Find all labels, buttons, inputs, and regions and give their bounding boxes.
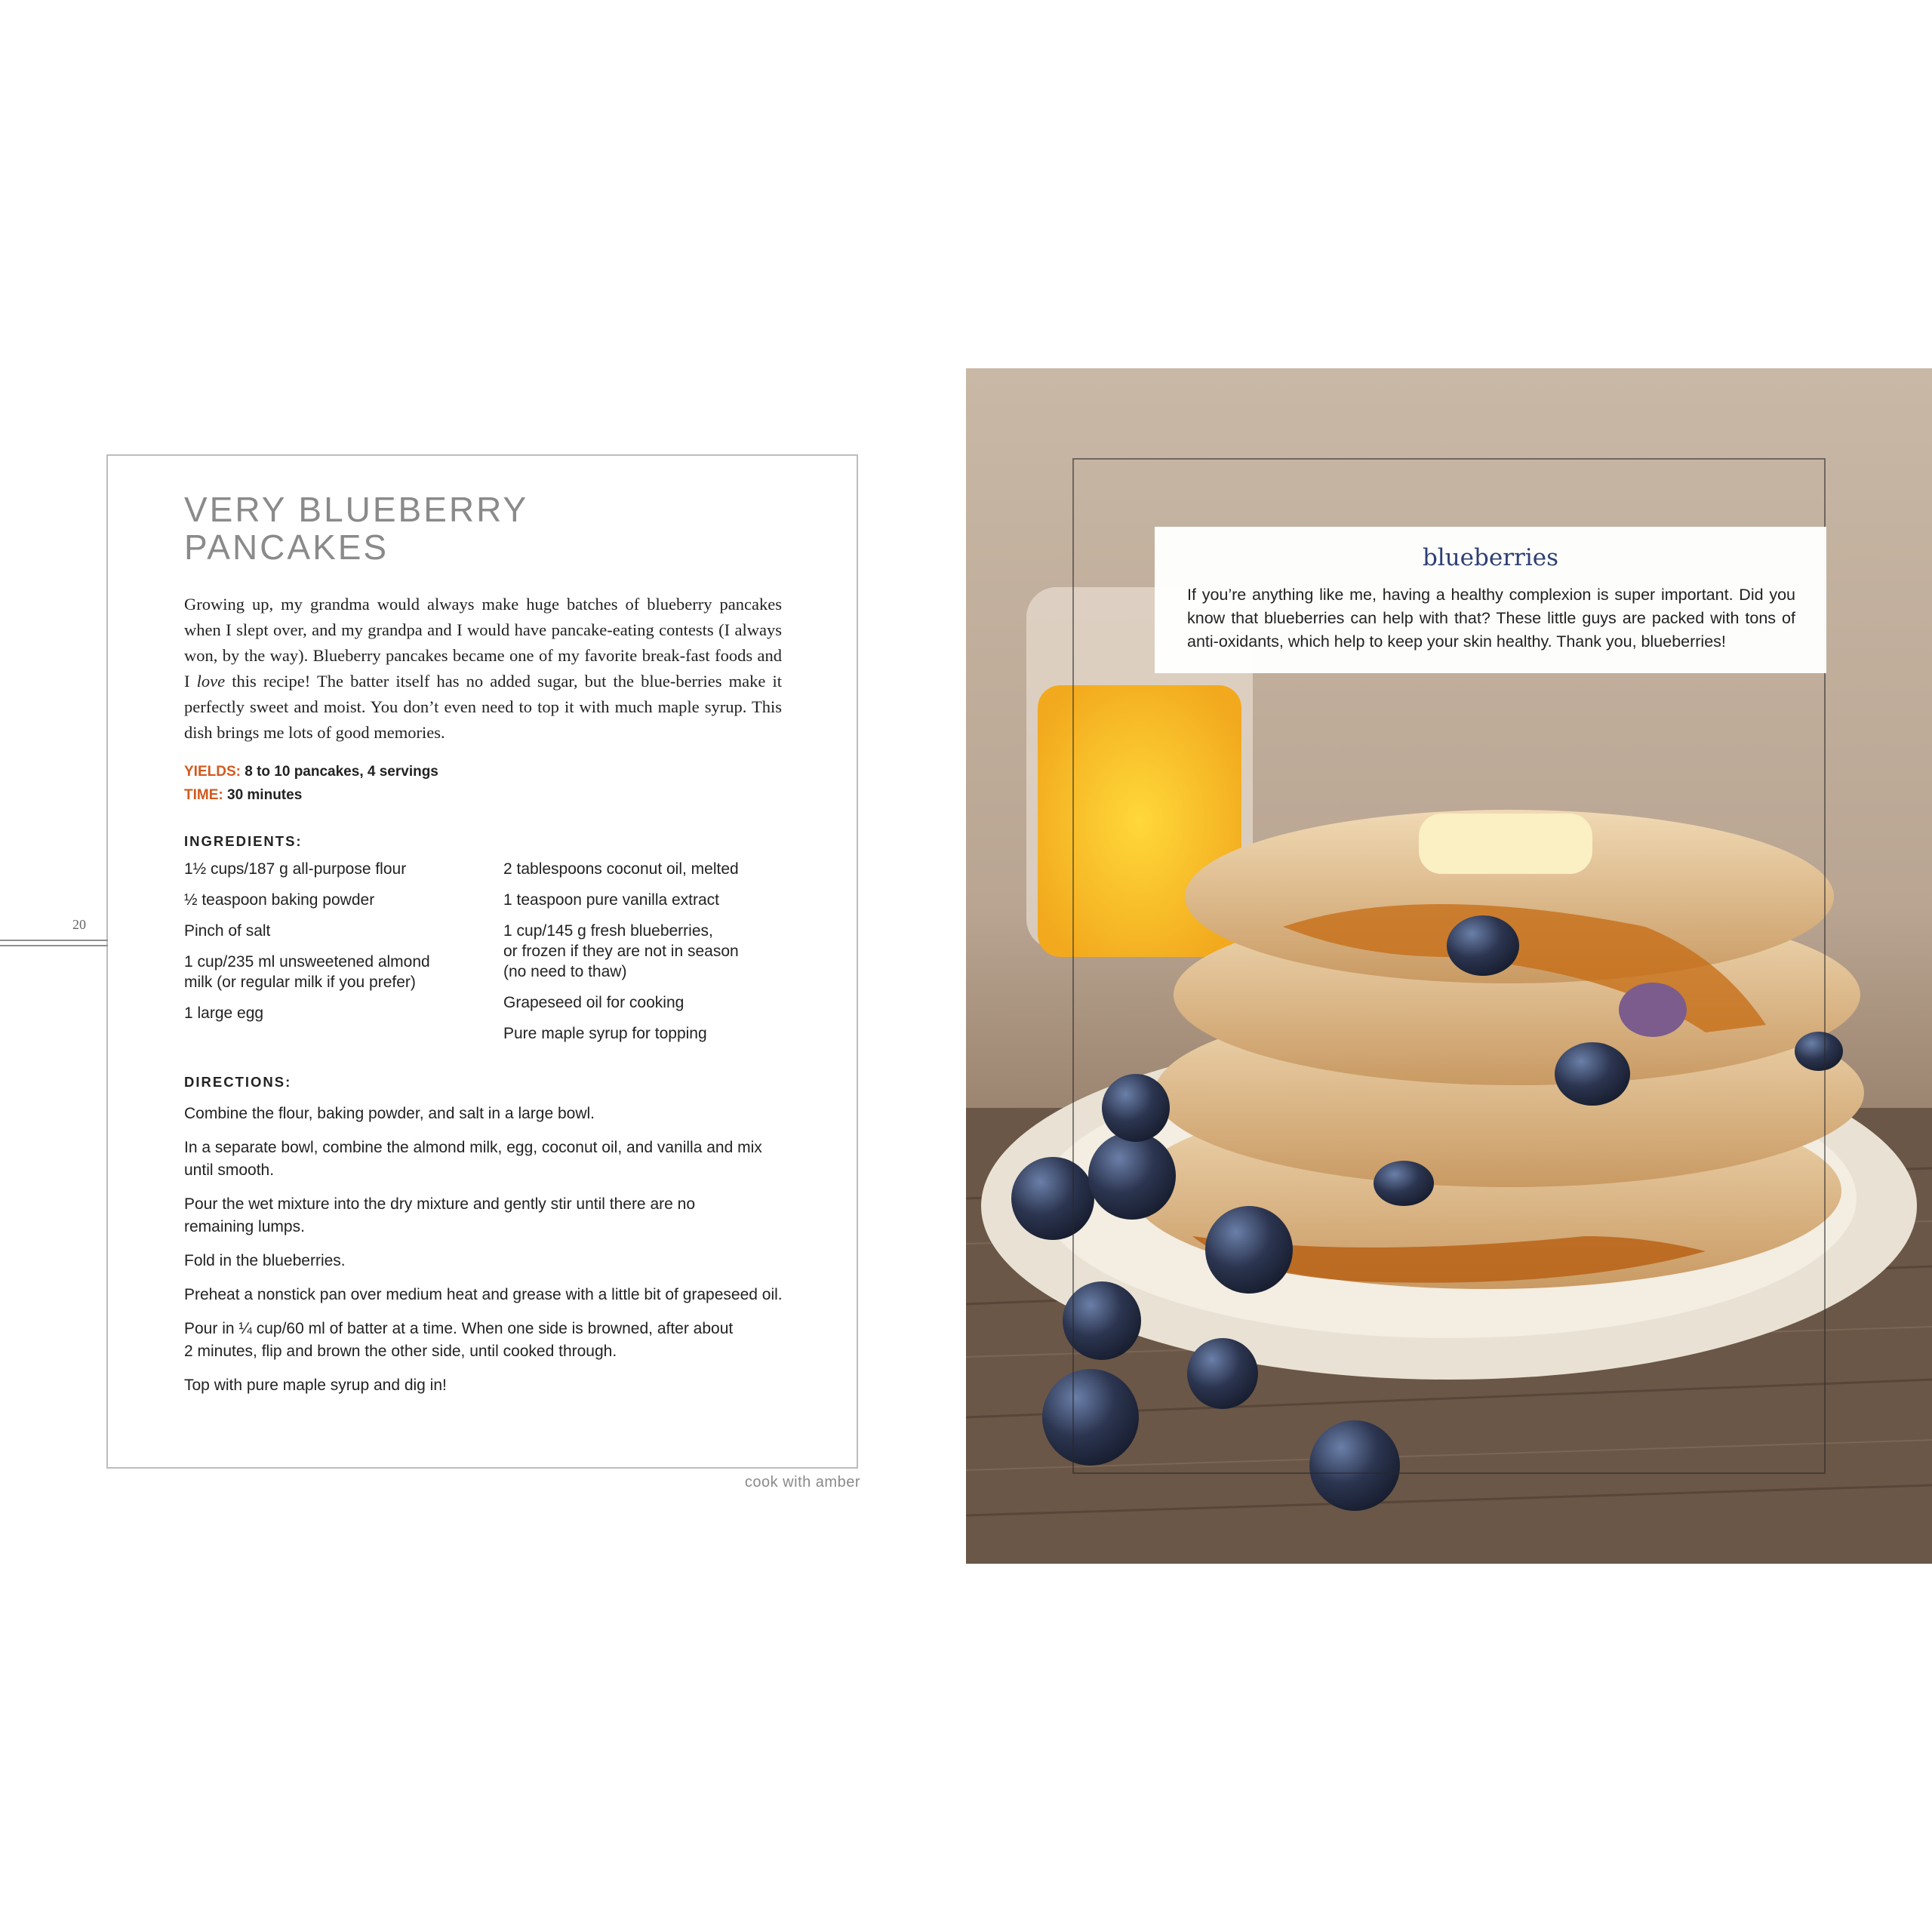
ingredient-item: 1 large egg — [184, 1004, 264, 1022]
callout-body: If you’re anything like me, having a healthy complexion is super important. Did you know that blueberries can help with that? These little guys are packed with tons of anti-oxidants, which help to keep your skin healthy. Thank you, blueberries! — [1187, 586, 1795, 651]
recipe-title — [184, 491, 803, 566]
page-number: 20 — [72, 917, 86, 932]
recipe-intro — [184, 592, 782, 746]
yields-label: YIELDS: — [184, 764, 241, 780]
ingredient-item: 1 teaspoon pure vanilla extract — [503, 891, 720, 909]
ingredient-item: Pinch of salt — [184, 922, 271, 940]
page-edge-rule — [0, 945, 108, 946]
directions-list — [184, 1103, 795, 1408]
time-value: 30 minutes — [227, 787, 303, 803]
ingredients-right-column — [503, 859, 805, 1054]
intro-text-start: Growing up, my grandma would always make huge batches of blueberry pancakes when I slept over, and my grandpa and I would have pancake-eating contests (I always won, by the way). Blueberry pancakes became one of my favorite break-fast foods and I — [184, 595, 782, 691]
yields-value: 8 to 10 pancakes, 4 servings — [245, 764, 438, 780]
page-edge-rule — [0, 940, 108, 941]
ingredient-item: Grapeseed oil for cooking — [503, 994, 685, 1011]
yields-line — [184, 764, 438, 780]
direction-step: Pour in ¼ cup/60 ml of batter at a time. When one side is browned, after about 2 minutes, flip and brown the other side, until cooked through. — [184, 1320, 734, 1360]
ingredients-heading: INGREDIENTS: — [184, 833, 303, 849]
ingredients-left-column — [184, 859, 486, 1034]
ingredient-item: 1 cup/235 ml unsweetened almond milk (or regular milk if you prefer) — [184, 953, 430, 991]
direction-step: Top with pure maple syrup and dig in! — [184, 1377, 447, 1394]
ingredient-item: 1 cup/145 g fresh blueberries, or frozen if they are not in season (no need to thaw) — [503, 922, 739, 980]
book-title-footer: cook with amber — [744, 1474, 860, 1491]
direction-step: Preheat a nonstick pan over medium heat and grease with a little bit of grapeseed oil. — [184, 1286, 783, 1303]
recipe-title-line-2: PANCAKES — [184, 528, 389, 567]
ingredient-item: 1½ cups/187 g all-purpose flour — [184, 860, 407, 878]
direction-step: Combine the flour, baking powder, and salt in a large bowl. — [184, 1105, 595, 1122]
direction-step: Pour the wet mixture into the dry mixture and gently stir until there are no remaining lumps. — [184, 1195, 695, 1235]
directions-heading: DIRECTIONS: — [184, 1074, 292, 1090]
recipe-title-line-1: VERY BLUEBERRY — [184, 490, 529, 529]
ingredient-item: ½ teaspoon baking powder — [184, 891, 375, 909]
direction-step: Fold in the blueberries. — [184, 1252, 346, 1269]
direction-step: In a separate bowl, combine the almond milk, egg, coconut oil, and vanilla and mix until smooth. — [184, 1139, 762, 1179]
time-label: TIME: — [184, 787, 223, 803]
ingredient-item: Pure maple syrup for topping — [503, 1025, 707, 1042]
callout-title: blueberries — [1422, 544, 1559, 571]
time-line — [184, 787, 302, 804]
intro-text-end: this recipe! The batter itself has no added sugar, but the blue-berries make it perfectly sweet and moist. You don’t even need to top it with much maple syrup. This dish brings me lots of good memories. — [184, 672, 782, 742]
ingredient-item: 2 tablespoons coconut oil, melted — [503, 860, 739, 878]
intro-emphasis: love — [196, 672, 226, 691]
